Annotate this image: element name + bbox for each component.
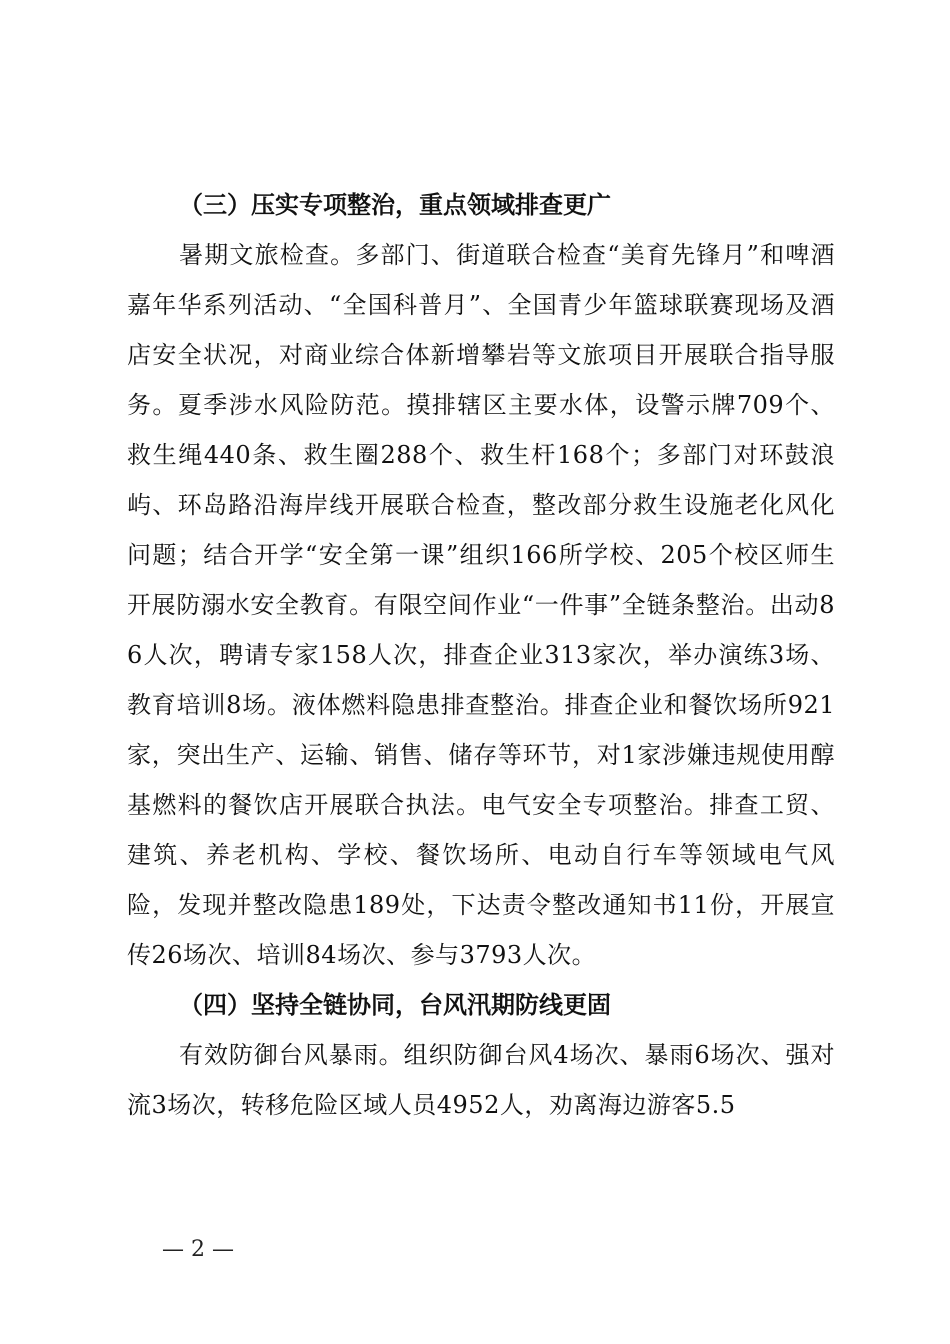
section-heading-4: （四）坚持全链协同，台风汛期防线更固: [179, 991, 611, 1019]
document-body: [127, 180, 835, 1130]
page-number: — 2 —: [162, 1237, 234, 1262]
section-paragraph-4: 有效防御台风暴雨。组织防御台风4场次、暴雨6场次、强对流3场次，转移危险区域人员4952人，劝离海边游客5.5: [127, 1041, 835, 1119]
section-paragraph-3: 暑期文旅检查。多部门、街道联合检查“美育先锋月”和啤酒嘉年华系列活动、“全国科普月”、全国青少年篮球联赛现场及酒店安全状况，对商业综合体新增攀岩等文旅项目开展联合指导服务。夏季涉水风险防范。摸排辖区主要水体，设警示牌709个、救生绳440条、救生圈288个、救生杆168个；多部门对环鼓浪屿、环岛路沿海岸线开展联合检查，整改部分救生设施老化风化问题；结合开学“安全第一课”组织166所学校、205个校区师生开展防溺水安全教育。有限空间作业“一件事”全链条整治。出动86人次，聘请专家158人次，排查企业313家次，举办演练3场、教育培训8场。液体燃料隐患排查整治。排查企业和餐饮场所921家，突出生产、运输、销售、储存等环节，对1家涉嫌违规使用醇基燃料的餐饮店开展联合执法。电气安全专项整治。排查工贸、建筑、养老机构、学校、餐饮场所、电动自行车等领域电气风险，发现并整改隐患189处，下达责令整改通知书11份，开展宣传26场次、培训84场次、参与3793人次。: [127, 241, 835, 969]
section-heading-3: （三）压实专项整治，重点领域排查更广: [179, 191, 611, 219]
